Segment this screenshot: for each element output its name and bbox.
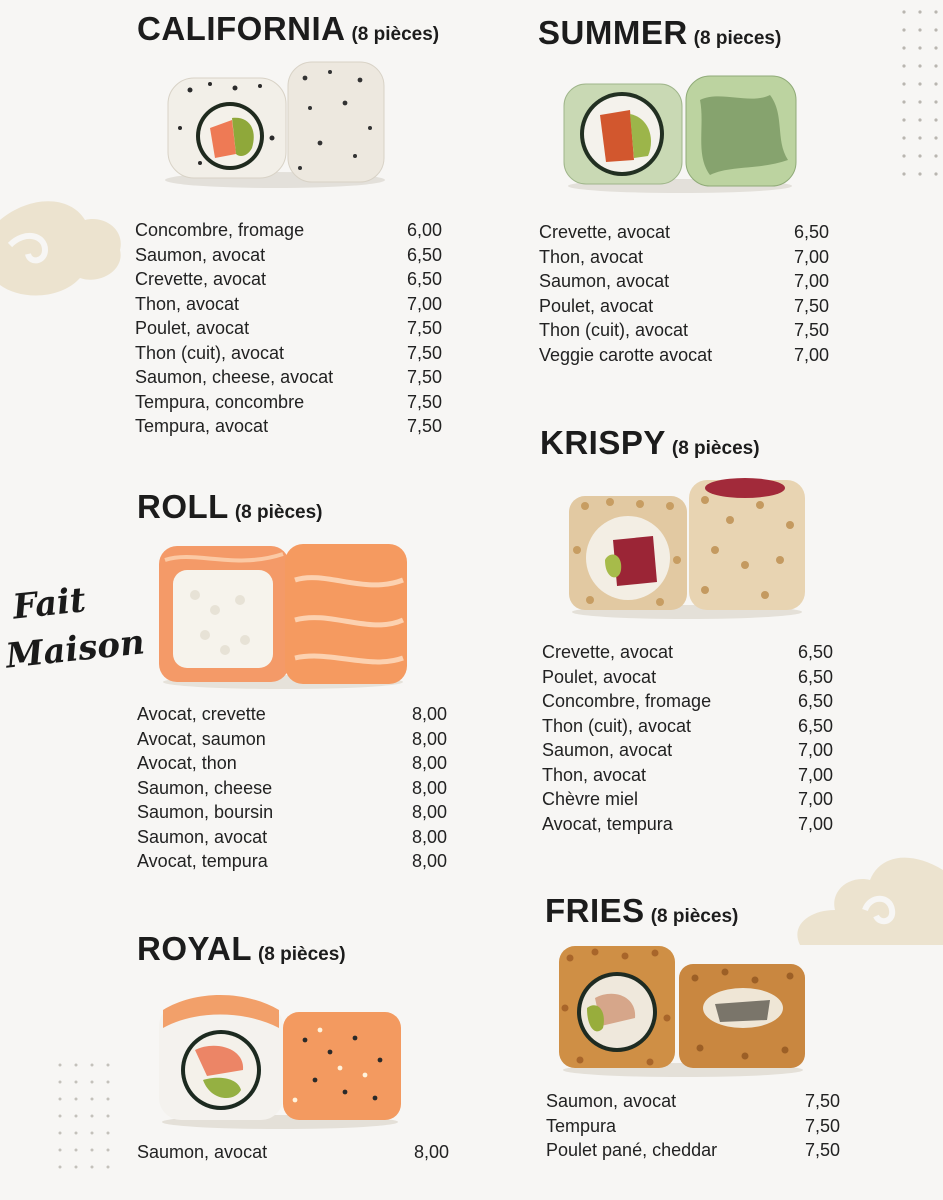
item-price: 6,50 <box>406 269 442 289</box>
item-price: 7,00 <box>797 740 833 760</box>
item-price: 7,50 <box>793 320 829 340</box>
section-name: FRIES <box>545 892 645 929</box>
item-price: 7,50 <box>804 1091 840 1111</box>
item-price: 6,00 <box>406 220 442 240</box>
royal-roll-photo <box>155 980 405 1130</box>
item-name: Avocat, crevette <box>137 704 266 724</box>
section-count: (8 pièces) <box>351 24 440 45</box>
krispy-price-list <box>542 640 833 836</box>
item-name: Saumon, cheese <box>137 777 273 798</box>
item-price: 7,00 <box>797 789 833 809</box>
menu-item <box>542 763 833 788</box>
menu-item <box>539 294 829 319</box>
item-name: Crevette, avocat <box>135 269 267 289</box>
item-price: 6,50 <box>793 222 829 242</box>
item-price: 7,00 <box>793 271 829 291</box>
menu-item <box>135 218 442 243</box>
item-name: Thon, avocat <box>542 764 647 785</box>
fait-maison-stamp <box>0 568 147 701</box>
section-count: (8 pièces) <box>257 944 346 965</box>
section-title-royal <box>137 930 346 968</box>
item-name: Avocat, saumon <box>137 728 266 749</box>
menu-item <box>542 665 833 690</box>
section-name: ROYAL <box>137 930 252 967</box>
item-name: Tempura, concombre <box>135 391 305 412</box>
section-count: (8 pièces) <box>234 502 323 523</box>
item-price: 6,50 <box>797 691 833 711</box>
menu-item <box>135 267 442 292</box>
cloud-decoration-left <box>0 190 130 310</box>
summer-price-list <box>539 220 829 367</box>
item-name: Crevette, avocat <box>539 222 671 242</box>
item-name: Avocat, tempura <box>137 851 268 871</box>
menu-item <box>135 365 442 390</box>
summer-roll-photo <box>560 70 800 195</box>
menu-item <box>542 787 833 812</box>
item-name: Crevette, avocat <box>542 642 674 662</box>
section-count: (8 pieces) <box>693 28 782 49</box>
item-name: Poulet, avocat <box>542 666 657 687</box>
item-price: 7,00 <box>793 246 829 267</box>
menu-item <box>539 269 829 294</box>
item-name: Veggie carotte avocat <box>539 344 713 365</box>
item-name: Saumon, avocat <box>539 271 670 291</box>
section-title-roll <box>137 488 322 526</box>
item-price: 8,00 <box>411 777 447 798</box>
dot-pattern-top-right <box>900 8 943 193</box>
item-name: Avocat, tempura <box>542 813 673 834</box>
item-name: Chèvre miel <box>542 789 639 809</box>
item-name: Thon (cuit), avocat <box>542 715 692 736</box>
item-name: Thon (cuit), avocat <box>135 342 285 363</box>
roll-price-list <box>137 702 447 874</box>
menu-item <box>137 825 447 850</box>
section-title-summer <box>538 14 781 52</box>
item-name: Saumon, avocat <box>137 1142 268 1162</box>
section-title-california <box>137 10 439 48</box>
menu-item <box>539 343 829 368</box>
item-name: Poulet pané, cheddar <box>546 1140 718 1160</box>
menu-item <box>542 714 833 739</box>
item-price: 8,00 <box>413 1142 449 1162</box>
section-count: (8 pièces) <box>650 906 739 927</box>
item-name: Avocat, thon <box>137 753 237 773</box>
krispy-roll-photo <box>565 470 810 620</box>
menu-item <box>137 849 447 874</box>
california-roll-photo <box>160 58 390 193</box>
royal-price-list <box>137 1140 449 1165</box>
item-price: 7,50 <box>406 342 442 363</box>
menu-item <box>542 738 833 763</box>
section-name: ROLL <box>137 488 229 525</box>
item-name: Saumon, avocat <box>546 1091 677 1111</box>
item-price: 7,00 <box>797 764 833 785</box>
item-price: 7,50 <box>804 1140 840 1160</box>
item-price: 6,50 <box>797 642 833 662</box>
california-price-list <box>135 218 442 439</box>
item-price: 7,50 <box>406 318 442 338</box>
item-price: 8,00 <box>411 753 447 773</box>
menu-item <box>137 800 447 825</box>
item-price: 6,50 <box>797 666 833 687</box>
item-name: Saumon, cheese, avocat <box>135 367 334 387</box>
item-price: 7,00 <box>406 293 442 314</box>
item-price: 7,50 <box>406 391 442 412</box>
item-name: Tempura <box>546 1115 617 1136</box>
item-name: Poulet, avocat <box>539 295 654 316</box>
item-name: Saumon, avocat <box>137 826 268 847</box>
item-price: 7,50 <box>793 295 829 316</box>
menu-item <box>546 1089 840 1114</box>
menu-item <box>137 727 447 752</box>
section-title-krispy <box>540 424 760 462</box>
item-price: 8,00 <box>411 851 447 871</box>
item-name: Thon (cuit), avocat <box>539 320 689 340</box>
menu-item <box>542 689 833 714</box>
menu-item <box>539 318 829 343</box>
item-price: 8,00 <box>411 826 447 847</box>
menu-item <box>137 776 447 801</box>
item-price: 8,00 <box>411 704 447 724</box>
item-name: Thon, avocat <box>135 293 240 314</box>
dot-pattern-bottom-left <box>55 1060 125 1190</box>
menu-item <box>135 292 442 317</box>
item-price: 7,50 <box>406 416 442 436</box>
menu-item <box>135 316 442 341</box>
item-name: Tempura, avocat <box>135 416 269 436</box>
menu-item <box>546 1138 840 1163</box>
item-name: Concombre, fromage <box>542 691 712 711</box>
section-count: (8 pièces) <box>671 438 760 459</box>
salmon-roll-photo <box>155 540 410 690</box>
item-price: 7,50 <box>406 367 442 387</box>
menu-item <box>539 245 829 270</box>
section-name: SUMMER <box>538 14 688 51</box>
item-name: Saumon, avocat <box>542 740 673 760</box>
item-price: 8,00 <box>411 802 447 822</box>
item-name: Thon, avocat <box>539 246 644 267</box>
fries-price-list <box>546 1089 840 1163</box>
menu-item <box>135 390 442 415</box>
menu-item <box>137 702 447 727</box>
section-name: KRISPY <box>540 424 666 461</box>
menu-item <box>137 1140 449 1165</box>
section-title-fries <box>545 892 738 930</box>
stamp-line-2: Maison <box>3 622 147 677</box>
item-name: Saumon, boursin <box>137 802 274 822</box>
menu-item <box>542 812 833 837</box>
menu-item <box>539 220 829 245</box>
menu-item <box>546 1114 840 1139</box>
item-name: Saumon, avocat <box>135 244 266 265</box>
menu-item <box>135 341 442 366</box>
item-name: Poulet, avocat <box>135 318 250 338</box>
menu-item <box>542 640 833 665</box>
fries-roll-photo <box>555 938 810 1078</box>
section-name: CALIFORNIA <box>137 10 346 47</box>
stamp-line-1: Fait <box>10 580 88 628</box>
item-name: Concombre, fromage <box>135 220 305 240</box>
item-price: 6,50 <box>797 715 833 736</box>
menu-item <box>137 751 447 776</box>
menu-item <box>135 243 442 268</box>
item-price: 8,00 <box>411 728 447 749</box>
item-price: 6,50 <box>406 244 442 265</box>
item-price: 7,00 <box>793 344 829 365</box>
item-price: 7,50 <box>804 1115 840 1136</box>
menu-item <box>135 414 442 439</box>
item-price: 7,00 <box>797 813 833 834</box>
